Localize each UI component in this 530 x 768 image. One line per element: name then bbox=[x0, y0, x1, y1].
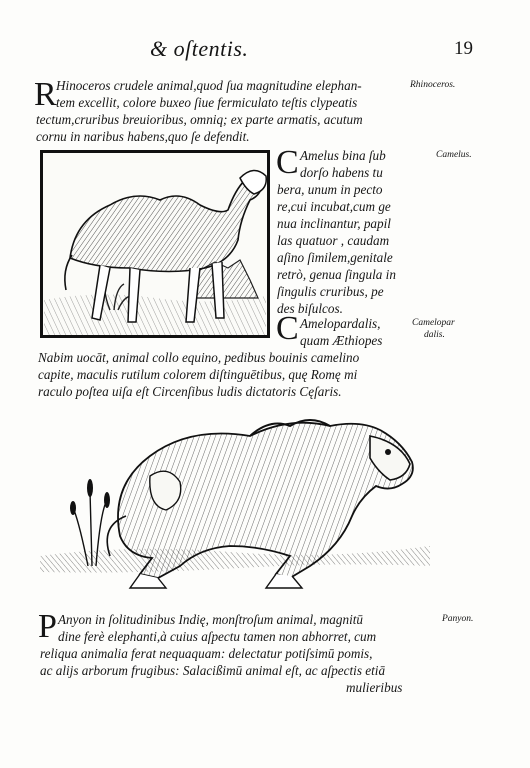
rhino-line-4: cornu in naribus habens,quo ſe defendit. bbox=[36, 129, 250, 144]
rhino-line-1: Hinoceros crudele animal,quod ſua magnitudine elephan- bbox=[56, 78, 362, 93]
margin-note-panyon: Panyon. bbox=[442, 614, 474, 624]
rhino-line-2: tem excellit, colore buxeo ſiue fermiculato teſtis clypeatis bbox=[56, 95, 358, 110]
panyon-line-5: mulieribus bbox=[346, 680, 403, 695]
drop-cap-c-camelus: C bbox=[276, 144, 299, 181]
camelopardalis-line-2: quam Æthiopes bbox=[300, 333, 383, 348]
panyon-line-3: reliqua animalia ferat nequaquam: delectatur potiſsimū pomis, bbox=[40, 646, 373, 661]
camelus-line-2: dorſo habens tu bbox=[300, 165, 383, 180]
camelus-line-4: re,cui incubat,cum ge bbox=[277, 199, 391, 214]
drop-cap-p: P bbox=[38, 608, 57, 645]
camelus-line-10: des biſulcos. bbox=[277, 301, 343, 316]
panyon-line-1: Anyon in ſolitudinibus Indię, monſtroſum animal, magnitū bbox=[58, 612, 364, 627]
camelopardalis-line-3: Nabim uocāt, animal collo equino, pedibus bouinis camelino bbox=[38, 350, 360, 365]
camelopardalis-line-1: Amelopardalis, bbox=[300, 316, 381, 331]
panyon-line-4: ac alijs arborum frugibus: Salacißimū animal eſt, ac aſpectis etiā bbox=[40, 663, 386, 678]
rhino-line-3: tectum,cruribus breuioribus, omniq; ex parte armatis, acutum bbox=[36, 112, 363, 127]
camel-woodcut bbox=[40, 150, 270, 338]
drop-cap-r: R bbox=[34, 76, 57, 113]
panyon-woodcut bbox=[40, 406, 430, 602]
camelus-line-5: nua inclinantur, papil bbox=[277, 216, 391, 231]
folio-number: 19 bbox=[454, 38, 473, 59]
camelus-line-9: ſingulis cruribus, pe bbox=[277, 284, 384, 299]
camelus-line-3: bera, unum in pecto bbox=[277, 182, 383, 197]
margin-note-camelopardalis-2: dalis. bbox=[424, 330, 445, 340]
camelus-line-6: las quatuor , caudam bbox=[277, 233, 390, 248]
camelus-line-8: retrò, genua ſingula in bbox=[277, 267, 396, 282]
camelus-line-1: Amelus bina ſub bbox=[300, 148, 386, 163]
panyon-line-2: dine ferè elephanti,à cuius aſpectu tamen non abhorret, cum bbox=[58, 629, 377, 644]
margin-note-rhinoceros: Rhinoceros. bbox=[410, 80, 456, 90]
camelus-line-7: aſino ſimilem,genitale bbox=[277, 250, 393, 265]
running-title: & oſtentis. bbox=[150, 36, 249, 61]
margin-note-camelus: Camelus. bbox=[436, 150, 472, 160]
margin-note-camelopardalis-1: Camelopar bbox=[412, 318, 455, 328]
camelopardalis-line-5: raculo poſtea uiſa eſt Circenſibus ludis dictatoris Cęſaris. bbox=[38, 384, 342, 399]
camelopardalis-line-4: capite, maculis rutilum colorem diſtinguētibus, quę Romę mi bbox=[38, 367, 358, 382]
drop-cap-c-camelopardalis: C bbox=[276, 310, 299, 347]
